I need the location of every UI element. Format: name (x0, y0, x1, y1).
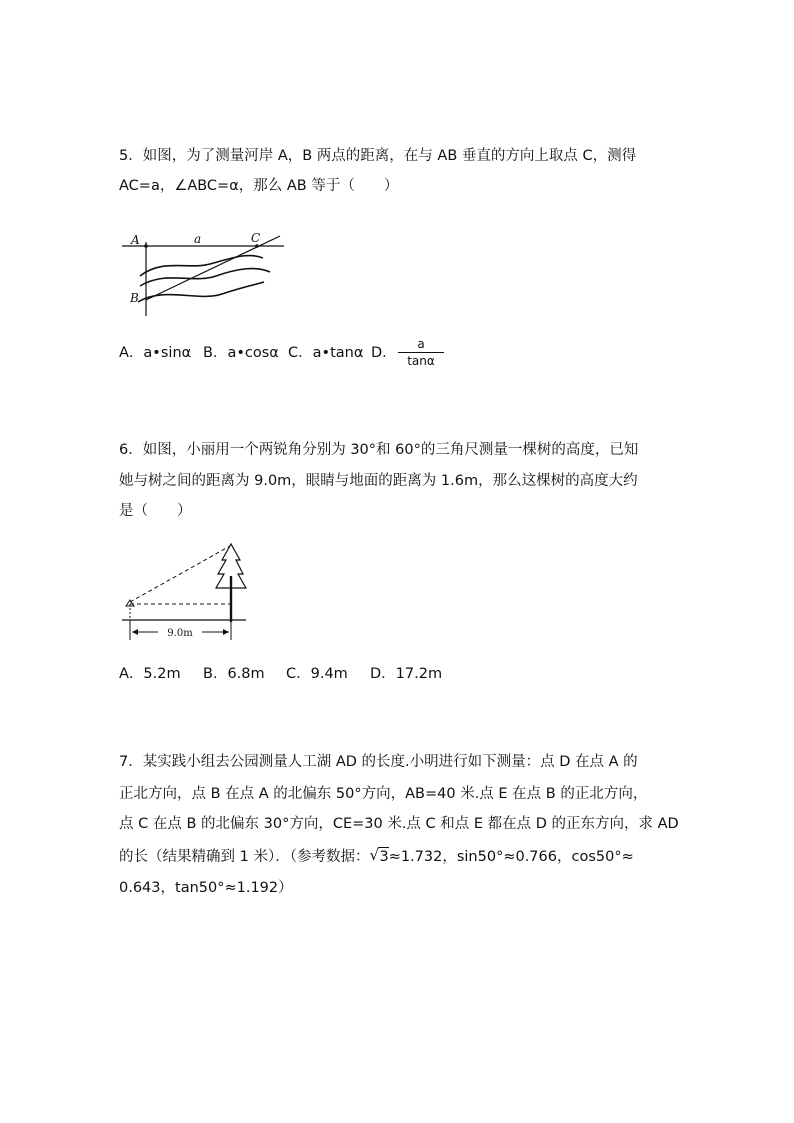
q5-option-d[interactable]: D． (371, 345, 397, 361)
fraction-bar (398, 352, 444, 353)
q7-text-line4 (119, 847, 634, 866)
q5-option-d-fraction (398, 338, 444, 368)
q7-sqrt (369, 847, 388, 866)
q5-text-line1: 5．如图，为了测量河岸 A，B 两点的距离，在与 AB 垂直的方向上取点 C，测得 (119, 148, 637, 164)
q6-arrowhead-left (132, 629, 138, 635)
q5-option-b[interactable]: B．a•cosα (203, 345, 279, 361)
q7-text-line2: 正北方向，点 B 在点 A 的北偏东 50°方向，AB=40 米.点 E 在点 B 的正北方向， (119, 786, 648, 802)
q5-label-a: A (131, 233, 140, 247)
q6-option-b[interactable]: B．6.8m (203, 666, 265, 682)
q5-option-d-denominator: tanα (407, 354, 435, 368)
q6-text-line2: 她与树之间的距离为 9.0m，眼睛与地面的距离为 1.6m，那么这棵树的高度大约 (119, 473, 638, 489)
q7-text-line4-part1: 的长（结果精确到 1 米）．（参考数据： (119, 849, 370, 865)
q5-option-c[interactable]: C．a•tanα (288, 345, 364, 361)
q6-text-line1: 6．如图，小丽用一个两锐角分别为 30°和 60°的三角尺测量一棵树的高度，已知 (119, 442, 639, 458)
q6-option-a[interactable]: A．5.2m (119, 666, 181, 682)
q7-text-line3: 点 C 在点 B 的北偏东 30°方向，CE=30 米.点 C 和点 E 都在点 D 的正东方向，求 AD (119, 816, 679, 832)
q5-label-c: C (251, 231, 261, 245)
q6-arrowhead-right (223, 629, 229, 635)
q5-wave-3 (138, 282, 264, 302)
q6-option-d[interactable]: D．17.2m (370, 666, 443, 682)
q6-distance-label: 9.0m (167, 628, 193, 639)
q6-tree-figure (118, 540, 248, 644)
q6-angled-sight (130, 546, 230, 602)
q5-river-figure (118, 226, 290, 318)
q5-label-b: B (130, 291, 139, 305)
q5-text-line2: AC=a，∠ABC=α，那么 AB 等于（ ） (119, 178, 399, 194)
q5-option-a[interactable]: A．a•sinα (119, 345, 192, 361)
q6-text-line3: 是（ ） (119, 503, 192, 519)
q7-text-line1: 7．某实践小组去公园测量人工湖 AD 的长度.小明进行如下测量：点 D 在点 A 的 (119, 754, 638, 770)
q5-wave-2 (140, 269, 270, 286)
q5-option-d-numerator: a (417, 337, 425, 351)
q7-text-line4-part2: ≈1.732，sin50°≈0.766，cos50°≈ (388, 849, 634, 865)
q5-label-side-a: a (194, 232, 202, 246)
q5-point-a (144, 244, 148, 248)
sqrt-symbol: √ (369, 846, 380, 864)
q7-text-line5: 0.643，tan50°≈1.192） (119, 880, 293, 896)
q7-sqrt-radicand: 3 (379, 849, 389, 865)
q6-option-c[interactable]: C．9.4m (286, 666, 348, 682)
